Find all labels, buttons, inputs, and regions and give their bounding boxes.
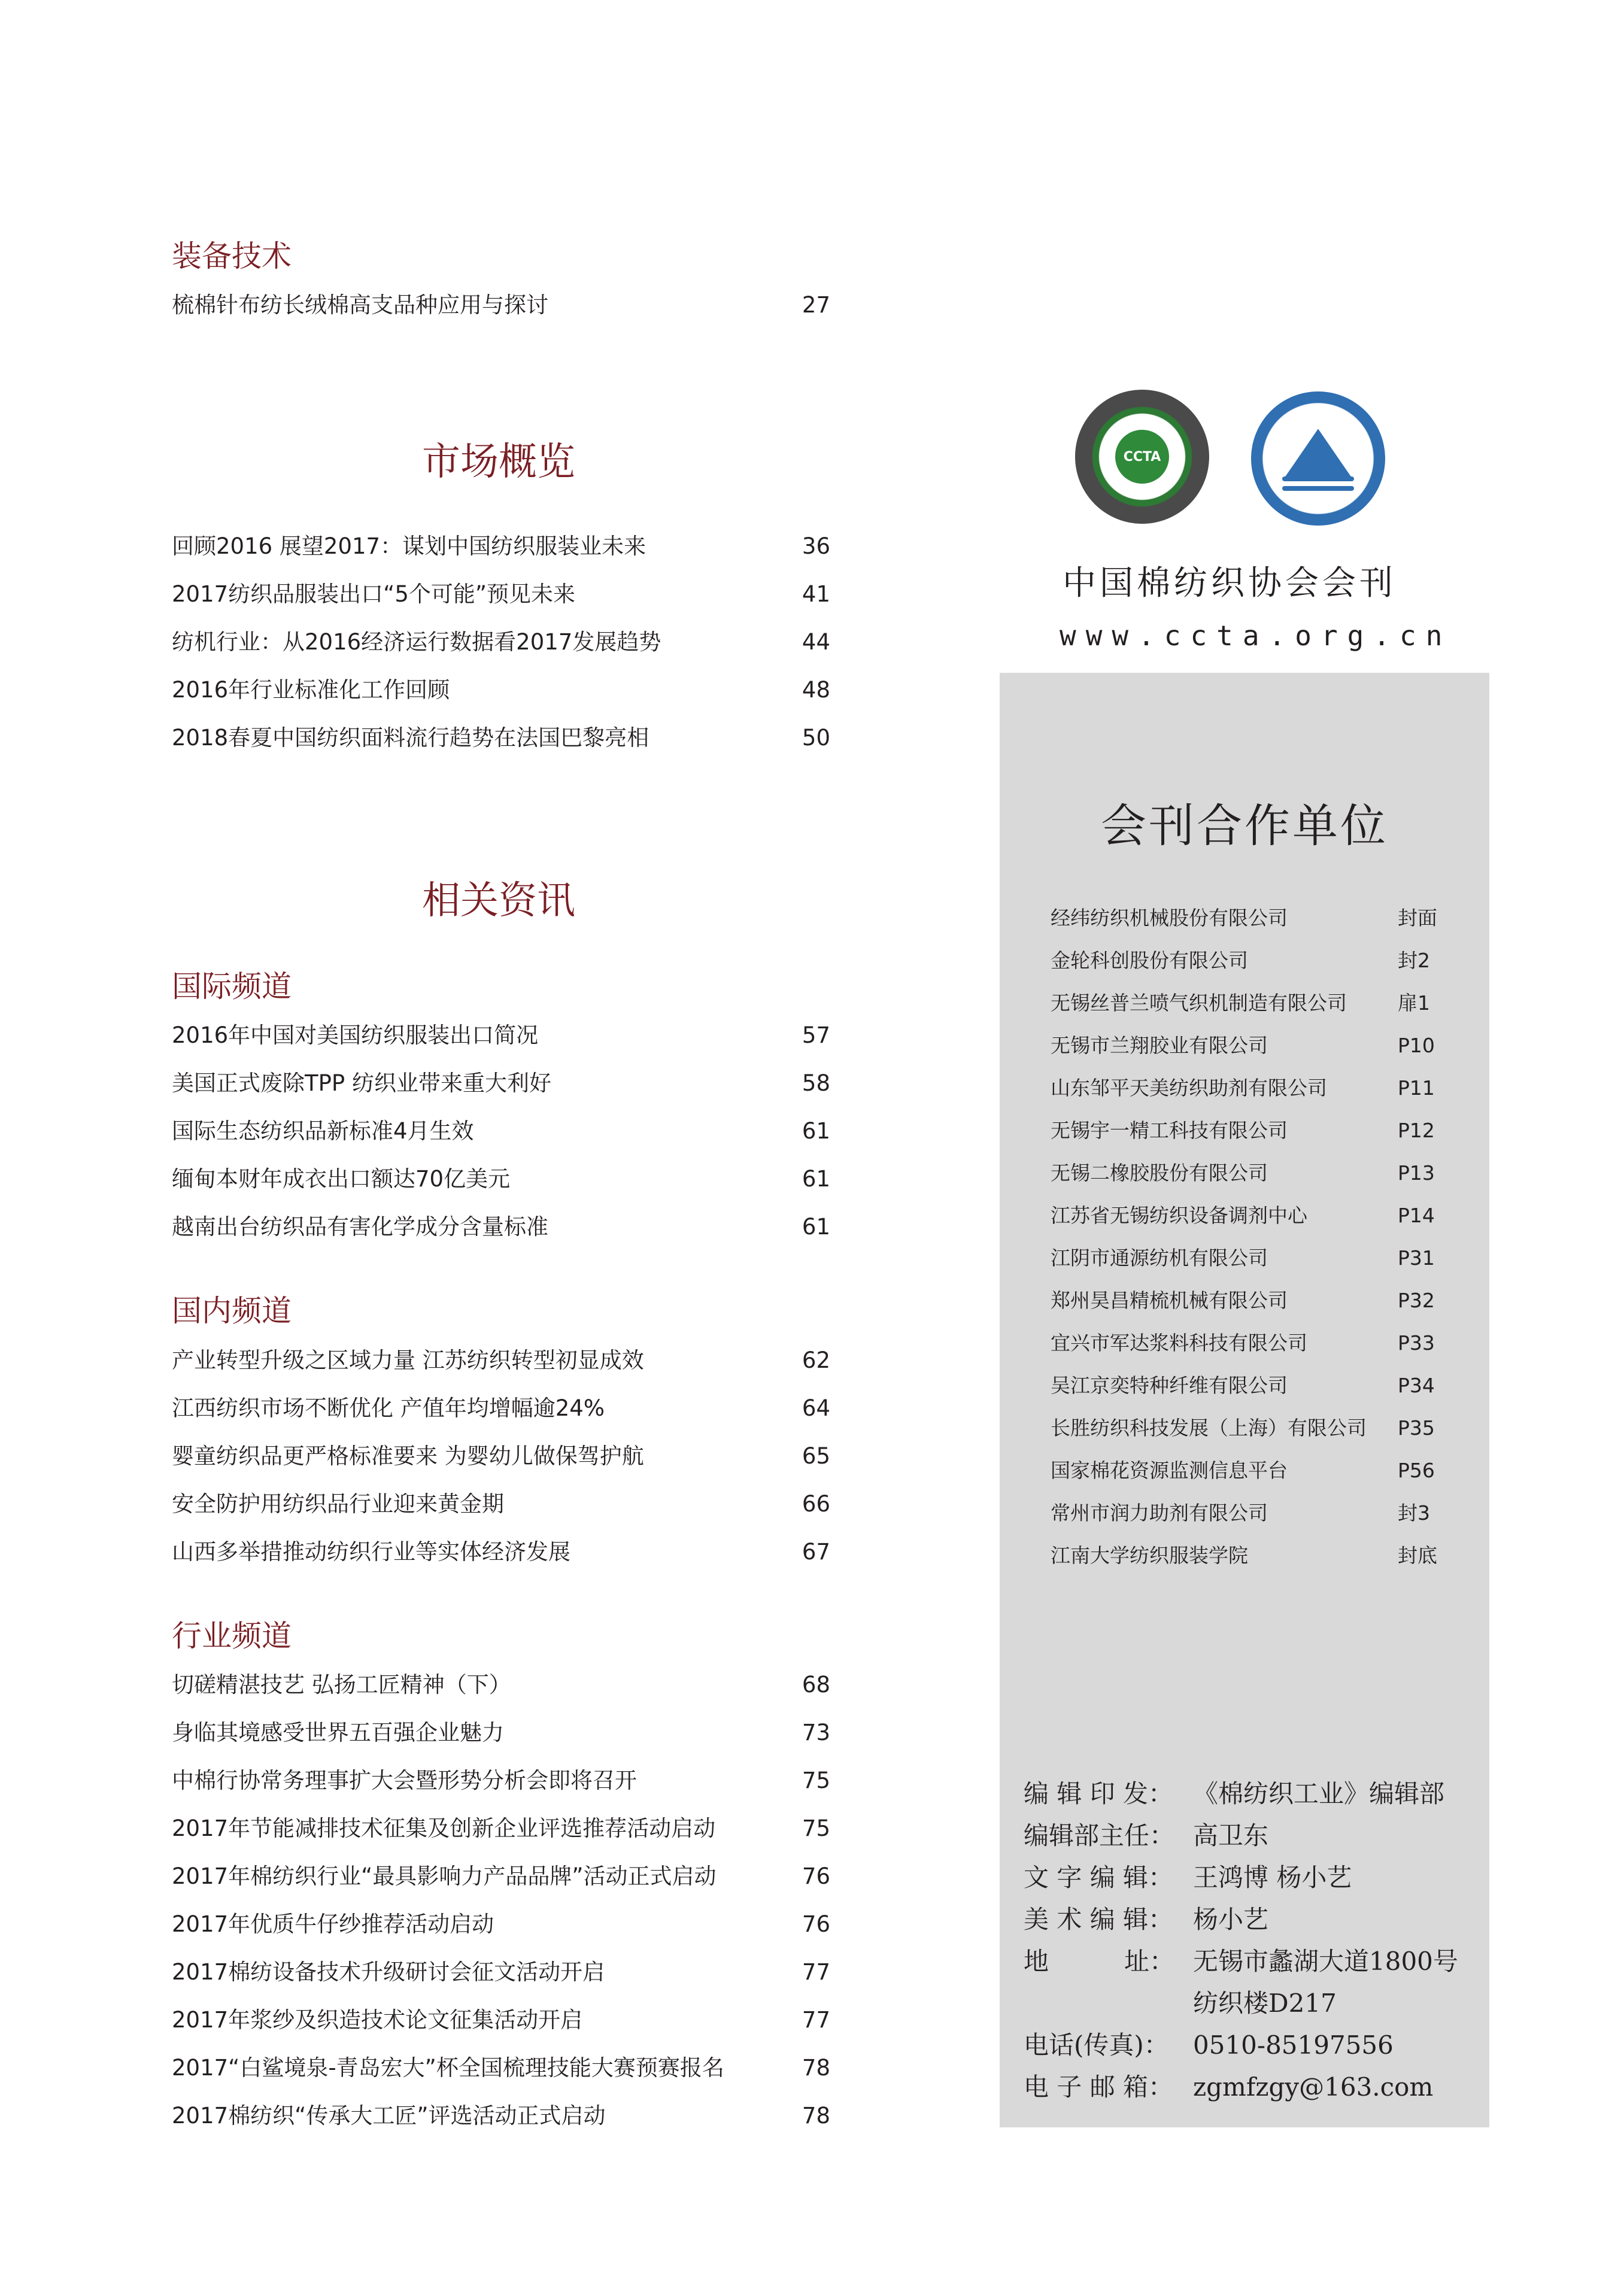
toc-item[interactable] [172, 672, 830, 708]
editorial-value: 纺织楼D217 [1193, 1988, 1337, 2018]
partner-name: 郑州昊昌精梳机械有限公司 [1051, 1289, 1288, 1312]
toc-item-page: 73 [802, 1720, 830, 1745]
toc-item-title: 安全防护用纺织品行业迎来黄金期 [172, 1491, 504, 1517]
partner-row [1051, 1368, 1458, 1404]
toc-item-title: 中棉行协常务理事扩大会暨形势分析会即将召开 [172, 1768, 637, 1793]
partner-name: 经纬纺织机械股份有限公司 [1051, 906, 1288, 930]
partner-row [1051, 1028, 1458, 1064]
toc-item[interactable] [172, 2002, 830, 2038]
toc-item-page: 75 [802, 1768, 830, 1793]
partner-page: P12 [1398, 1119, 1435, 1142]
toc-item-title: 越南出台纺织品有害化学成分含量标准 [172, 1214, 548, 1240]
editorial-value: 0510-85197556 [1193, 2030, 1394, 2060]
partner-name: 宜兴市军达浆料科技有限公司 [1051, 1331, 1307, 1355]
toc-item-page: 62 [802, 1347, 830, 1373]
toc-item[interactable] [172, 1065, 830, 1101]
toc-item-title: 2016年行业标准化工作回顾 [172, 677, 450, 703]
toc-item-title: 2017年节能减排技术征集及创新企业评选推荐活动启动 [172, 1816, 716, 1841]
partner-name: 国家棉花资源监测信息平台 [1051, 1459, 1288, 1482]
toc-item-page: 76 [802, 1911, 830, 1937]
toc-item[interactable] [172, 1113, 830, 1149]
partner-name: 吴江京奕特种纤维有限公司 [1051, 1374, 1288, 1397]
partner-page: P34 [1398, 1374, 1435, 1397]
partner-page: P32 [1398, 1289, 1435, 1312]
toc-item-page: 41 [802, 581, 830, 607]
publication-title: 中国棉纺织协会会刊 [1063, 564, 1397, 603]
toc-item[interactable] [172, 2098, 830, 2134]
editorial-label: 电 子 邮 箱： [1024, 2072, 1174, 2102]
editorial-value: 《棉纺织工业》编辑部 [1193, 1779, 1445, 1808]
toc-item[interactable] [172, 1438, 830, 1474]
section-heading-market: 市场概览 [422, 440, 575, 484]
partner-row [1051, 1198, 1458, 1234]
jiangnan-logo-wave-icon [1282, 486, 1354, 491]
toc-item[interactable] [172, 1534, 830, 1570]
toc-item-page: 78 [802, 2055, 830, 2081]
section-heading-equipment: 装备技术 [172, 239, 292, 274]
partner-name: 江阴市通源纺机有限公司 [1051, 1246, 1268, 1270]
editorial-value[interactable]: zgmfzgy@163.com [1193, 2072, 1434, 2102]
toc-item-page: 75 [802, 1816, 830, 1841]
partner-page: 扉1 [1398, 991, 1430, 1015]
toc-item[interactable] [172, 1486, 830, 1522]
partner-name: 金轮科创股份有限公司 [1051, 949, 1248, 972]
toc-item-page: 36 [802, 533, 830, 559]
toc-item[interactable] [172, 1811, 830, 1847]
partner-row [1051, 1538, 1458, 1574]
toc-item[interactable] [172, 576, 830, 612]
partner-page: P11 [1398, 1076, 1435, 1100]
partner-row [1051, 1495, 1458, 1531]
subsection-heading-industry: 行业频道 [172, 1619, 292, 1653]
partner-row [1051, 1070, 1458, 1106]
toc-item-title: 缅甸本财年成衣出口额达70亿美元 [172, 1166, 511, 1192]
toc-item-title: 2017年优质牛仔纱推荐活动启动 [172, 1911, 494, 1937]
toc-item-page: 66 [802, 1491, 830, 1517]
toc-item-page: 61 [802, 1214, 830, 1240]
toc-item[interactable] [172, 529, 830, 564]
publication-url[interactable]: www.ccta.org.cn [1060, 620, 1452, 652]
partner-row [1051, 1283, 1458, 1319]
partner-name: 无锡市兰翔胶业有限公司 [1051, 1034, 1268, 1057]
toc-item-title: 回顾2016 展望2017：谋划中国纺织服装业未来 [172, 533, 646, 559]
toc-item[interactable] [172, 287, 830, 323]
toc-item[interactable] [172, 1343, 830, 1379]
toc-item-title: 梳棉针布纺长绒棉高支品种应用与探讨 [172, 292, 548, 318]
toc-item-page: 77 [802, 2007, 830, 2033]
editorial-value: 杨小艺 [1193, 1905, 1269, 1934]
toc-item[interactable] [172, 1018, 830, 1054]
partner-page: P33 [1398, 1331, 1435, 1355]
partner-page: P35 [1398, 1416, 1435, 1440]
toc-item-title: 山西多举措推动纺织行业等实体经济发展 [172, 1539, 570, 1565]
toc-item-title: 美国正式废除TPP 纺织业带来重大利好 [172, 1070, 551, 1096]
partner-page: 封底 [1398, 1544, 1437, 1567]
toc-item-page: 65 [802, 1443, 830, 1469]
toc-item[interactable] [172, 1715, 830, 1751]
partner-row [1051, 943, 1458, 979]
toc-item-page: 44 [802, 629, 830, 655]
toc-item-title: 2016年中国对美国纺织服装出口简况 [172, 1022, 539, 1048]
subsection-heading-domestic: 国内频道 [172, 1294, 292, 1328]
partner-name: 山东邹平天美纺织助剂有限公司 [1051, 1076, 1327, 1100]
toc-item-page: 61 [802, 1166, 830, 1192]
toc-item[interactable] [172, 624, 830, 660]
partner-name: 无锡二橡胶股份有限公司 [1051, 1161, 1268, 1185]
toc-item-title: 2017年浆纱及织造技术论文征集活动开启 [172, 2007, 583, 2033]
jiangnan-logo-wave-icon [1282, 476, 1354, 481]
partner-page: 封2 [1398, 949, 1430, 972]
partner-row [1051, 1155, 1458, 1191]
editorial-label: 美 术 编 辑： [1024, 1905, 1174, 1934]
toc-item[interactable] [172, 720, 830, 756]
toc-item-title: 纺机行业：从2016经济运行数据看2017发展趋势 [172, 629, 661, 655]
editorial-label: 编 辑 印 发： [1024, 1779, 1174, 1808]
toc-item-page: 76 [802, 1863, 830, 1889]
toc-item-title: 2017棉纺设备技术升级研讨会征文活动开启 [172, 1959, 605, 1985]
toc-item[interactable] [172, 2050, 830, 2086]
partner-name: 无锡宇一精工科技有限公司 [1051, 1119, 1288, 1142]
toc-item[interactable] [172, 1391, 830, 1426]
toc-item[interactable] [172, 1763, 830, 1799]
toc-item-page: 68 [802, 1672, 830, 1698]
toc-item-page: 27 [802, 292, 830, 318]
partner-name: 常州市润力助剂有限公司 [1051, 1501, 1268, 1525]
toc-item-page: 61 [802, 1118, 830, 1144]
toc-item-title: 江西纺织市场不断优化 产值年均增幅逾24% [172, 1395, 605, 1421]
toc-item[interactable] [172, 1667, 830, 1703]
toc-item-title: 婴童纺织品更严格标准要来 为婴幼儿做保驾护航 [172, 1443, 644, 1469]
jiangnan-university-logo [1251, 391, 1385, 526]
toc-item[interactable] [172, 1209, 830, 1245]
toc-item[interactable] [172, 1954, 830, 1990]
partner-row [1051, 1453, 1458, 1489]
toc-item-page: 64 [802, 1395, 830, 1421]
toc-item-title: 2018春夏中国纺织面料流行趋势在法国巴黎亮相 [172, 725, 649, 751]
toc-item-title: 2017纺织品服装出口“5个可能”预见未来 [172, 581, 576, 607]
toc-item-page: 78 [802, 2103, 830, 2129]
editorial-value: 无锡市蠡湖大道1800号 [1193, 1947, 1458, 1976]
partners-heading: 会刊合作单位 [1101, 799, 1388, 852]
editorial-label: 文 字 编 辑： [1024, 1863, 1174, 1892]
partner-page: P13 [1398, 1161, 1435, 1185]
editorial-label: 地 址： [1024, 1947, 1175, 1976]
partner-page: 封面 [1398, 906, 1437, 930]
partner-page: P56 [1398, 1459, 1435, 1482]
toc-item-title: 2017棉纺织“传承大工匠”评选活动正式启动 [172, 2103, 606, 2129]
toc-item-title: 国际生态纺织品新标准4月生效 [172, 1118, 474, 1144]
toc-item[interactable] [172, 1161, 830, 1197]
toc-item-page: 77 [802, 1959, 830, 1985]
toc-item-page: 67 [802, 1539, 830, 1565]
toc-item[interactable] [172, 1906, 830, 1942]
editorial-label: 电话(传真)： [1024, 2030, 1169, 2060]
toc-item-page: 50 [802, 725, 830, 751]
ccta-logo [1075, 390, 1209, 524]
partner-page: 封3 [1398, 1501, 1430, 1525]
partner-page: P14 [1398, 1204, 1435, 1227]
partner-row [1051, 1325, 1458, 1361]
toc-item-page: 58 [802, 1070, 830, 1096]
toc-item[interactable] [172, 1859, 830, 1895]
editorial-value: 高卫东 [1193, 1821, 1269, 1850]
partner-row [1051, 1240, 1458, 1276]
partner-row [1051, 1113, 1458, 1149]
partner-name: 江苏省无锡纺织设备调剂中心 [1051, 1204, 1307, 1227]
toc-item-page: 48 [802, 677, 830, 703]
toc-item-title: 产业转型升级之区域力量 江苏纺织转型初显成效 [172, 1347, 644, 1373]
toc-item-title: 身临其境感受世界五百强企业魅力 [172, 1720, 504, 1745]
subsection-heading-international: 国际频道 [172, 969, 292, 1004]
toc-item-title: 2017年棉纺织行业“最具影响力产品品牌”活动正式启动 [172, 1863, 717, 1889]
partner-row [1051, 1410, 1458, 1446]
partner-name: 江南大学纺织服装学院 [1051, 1544, 1248, 1567]
partner-name: 长胜纺织科技发展（上海）有限公司 [1051, 1416, 1367, 1440]
partner-page: P31 [1398, 1246, 1435, 1270]
toc-item-page: 57 [802, 1022, 830, 1048]
jiangnan-logo-mountain-icon [1285, 429, 1351, 476]
editorial-value: 王鸿博 杨小艺 [1193, 1863, 1352, 1892]
partner-name: 无锡丝普兰喷气织机制造有限公司 [1051, 991, 1347, 1015]
ccta-logo-mark: CCTA [1115, 430, 1169, 484]
partner-row [1051, 900, 1458, 936]
partner-page: P10 [1398, 1034, 1435, 1057]
section-heading-news: 相关资讯 [422, 879, 575, 923]
partner-row [1051, 985, 1458, 1021]
editorial-label: 编辑部主任： [1024, 1821, 1175, 1850]
toc-item-title: 切磋精湛技艺 弘扬工匠精神（下） [172, 1672, 511, 1698]
toc-item-title: 2017“白鲨境泉-青岛宏大”杯全国梳理技能大赛预赛报名 [172, 2055, 724, 2081]
